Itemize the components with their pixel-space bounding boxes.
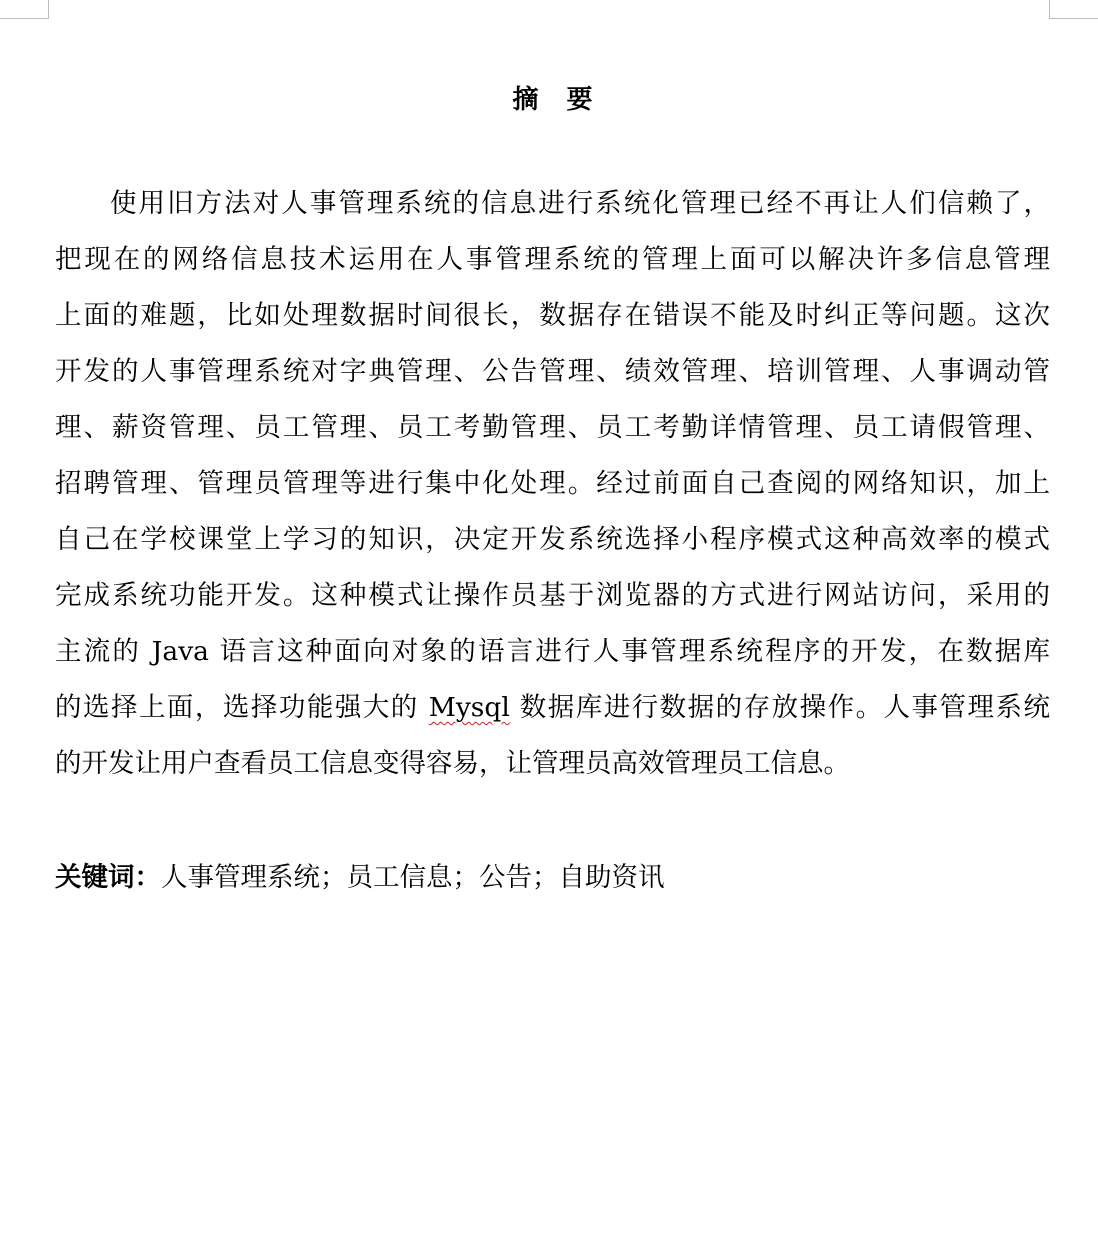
abstract-line: 主流的 Java 语言这种面向对象的语言进行人事管理系统程序的开发，在数据库	[55, 636, 1050, 667]
page-corner-mark-top-right	[1049, 0, 1098, 19]
keywords-line	[55, 850, 665, 906]
abstract-line: 的开发让用户查看员工信息变得容易，让管理员高效管理员工信息。	[55, 748, 850, 779]
abstract-line: 招聘管理、管理员管理等进行集中化处理。经过前面自己查阅的网络知识，加上	[55, 468, 1050, 499]
page-corner-mark-top-left	[0, 0, 49, 19]
abstract-line: 把现在的网络信息技术运用在人事管理系统的管理上面可以解决许多信息管理	[55, 244, 1050, 275]
abstract-paragraph	[55, 176, 1050, 792]
spellcheck-underlined-word: Mysql	[428, 692, 510, 723]
abstract-line: 使用旧方法对人事管理系统的信息进行系统化管理已经不再让人们信赖了，	[110, 188, 1050, 219]
abstract-line: 上面的难题，比如处理数据时间很长，数据存在错误不能及时纠正等问题。这次	[55, 300, 1050, 331]
keywords-text: 人事管理系统；员工信息；公告；自助资讯	[161, 862, 665, 893]
abstract-title-char-2: 要	[566, 85, 593, 115]
abstract-line-with-spellcheck	[55, 680, 1050, 736]
keywords-label: 关键词：	[55, 862, 161, 893]
abstract-line: 理、薪资管理、员工管理、员工考勤管理、员工考勤详情管理、员工请假管理、	[55, 412, 1050, 443]
abstract-title	[55, 80, 1050, 120]
abstract-title-char-1: 摘	[512, 85, 539, 115]
abstract-text-segment: 数据库进行数据的存放操作。人事管理系统	[509, 692, 1050, 723]
abstract-text-segment: 的选择上面，选择功能强大的	[55, 692, 429, 723]
abstract-line: 自己在学校课堂上学习的知识，决定开发系统选择小程序模式这种高效率的模式	[55, 524, 1050, 555]
abstract-line: 开发的人事管理系统对字典管理、公告管理、绩效管理、培训管理、人事调动管	[55, 356, 1050, 387]
abstract-line: 完成系统功能开发。这种模式让操作员基于浏览器的方式进行网站访问，采用的	[55, 580, 1050, 611]
